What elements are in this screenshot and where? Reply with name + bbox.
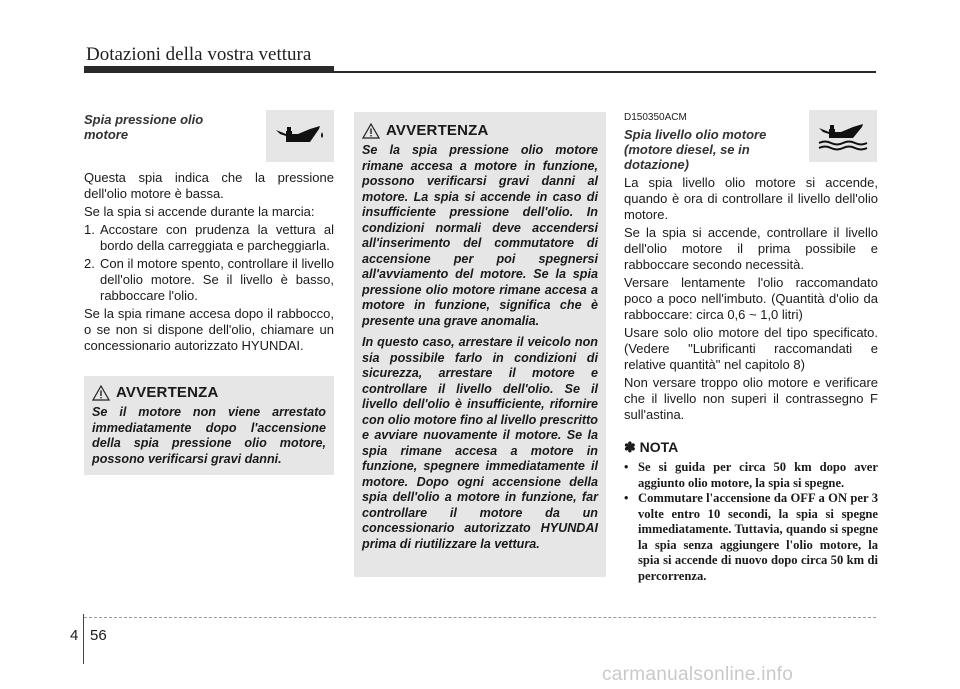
oil-pressure-body — [84, 170, 334, 220]
section-title-oil-pressure — [84, 112, 334, 142]
warning-text: Se il motore non viene arrestato immediatamente dopo l'accensione della spia pressione olio motore, possono verificarsi gravi danni. — [92, 405, 326, 466]
paragraph: Versare lentamente l'olio raccomandato poco a poco nell'imbuto. (Quantità d'olio da rabboccare: circa 0,6 ~ 1,0 litri) — [624, 275, 878, 322]
watermark: carmanualsonline.info — [602, 664, 794, 685]
section-title-line: (motore diesel, se in — [624, 142, 750, 157]
warning-text — [362, 143, 598, 552]
warning-box-oil-pressure — [84, 376, 334, 475]
list-number: 1. — [84, 222, 95, 237]
warning-title: AVVERTENZA — [116, 384, 219, 401]
warning-triangle-icon — [92, 385, 110, 401]
warning-paragraph: Se la spia pressione olio motore rimane accesa a motore in funzione, possono verificarsi gravi danni al motore. La spia si accende in caso di insufficiente pressione dell'olio. In condizioni normali deve accendersi all'inserimento del commutatore di accensione per poi spegnersi all'avviamento del motore. Se la spia pressione olio motore rimane accesa a motore in funzione, significa che è presente una grave anomalia. — [362, 143, 598, 328]
warning-header — [92, 384, 326, 401]
list-item — [84, 256, 334, 304]
lead-paragraph: Se la spia si accende durante la marcia: — [84, 204, 315, 219]
header-rule — [84, 71, 876, 73]
paragraph: Non versare troppo olio motore e verificare che il livello non superi il contrassegno F sull'astina. — [624, 375, 878, 422]
column-2 — [354, 112, 606, 577]
section-code: D150350ACM — [624, 112, 687, 123]
nota-heading: ✽ NOTA — [624, 439, 679, 455]
nota-item — [624, 460, 878, 491]
warning-box-oil-pressure-detail — [354, 112, 606, 577]
paragraph: Se la spia si accende, controllare il livello dell'olio motore il prima possibile e rabboccare secondo necessità. — [624, 225, 878, 272]
warning-header — [362, 122, 598, 139]
page-header-title: Dotazioni della vostra vettura — [86, 44, 312, 65]
section-title-line: dotazione) — [624, 157, 689, 172]
chapter-number: 4 — [70, 627, 79, 644]
section-title-line: motore — [84, 127, 129, 142]
column-1 — [84, 112, 334, 475]
page-number: 56 — [90, 627, 107, 644]
section-title-line: Spia livello olio motore — [624, 127, 767, 142]
footer-separator — [83, 614, 84, 664]
list-text: Accostare con prudenza la vettura al bordo della carreggiata e parcheggiarla. — [100, 222, 334, 253]
footer-rule — [84, 617, 876, 618]
warning-paragraph: In questo caso, arrestare il veicolo non sia possibile farlo in condizioni di sicurezza, arrestare il motore e controllare il livello dell'olio. Se il livello dell'olio è insufficiente, rifornire con olio motore fino al livello prescritto e avviare nuovamente il motore. Se la spia rimane accesa a motore in funzione, spegnere immediatamente il motore. Dopo ogni accensione della spia dell'olio a motore in funzione, far controllare il motore da un concessionario autorizzato HYUNDAI prima di riutilizzare la vettura. — [362, 335, 598, 551]
after-paragraph — [84, 306, 334, 354]
section-title-oil-level — [624, 127, 878, 172]
list-number: 2. — [84, 256, 95, 271]
section-title-line: Spia pressione olio — [84, 112, 204, 127]
column-3 — [624, 112, 878, 584]
paragraph: Usare solo olio motore del tipo specificato. (Vedere "Lubrificanti raccomandati e relative quantità" nel capitolo 8) — [624, 325, 878, 372]
nota-text: Se si guida per circa 50 km dopo aver aggiunto olio motore, la spia si spegne. — [638, 460, 878, 490]
bullet: • — [624, 491, 629, 505]
warning-triangle-icon — [362, 123, 380, 139]
warning-title: AVVERTENZA — [386, 122, 489, 139]
oil-level-body — [624, 175, 878, 423]
paragraph: La spia livello olio motore si accende, quando è ora di controllare il livello dell'olio motore. — [624, 175, 878, 222]
bullet: • — [624, 460, 629, 474]
list-item — [84, 222, 334, 254]
nota-item — [624, 491, 878, 584]
list-text: Con il motore spento, controllare il livello dell'olio motore. Se il livello è basso, rabboccare l'olio. — [100, 256, 334, 303]
nota-text: Commutare l'accensione da OFF a ON per 3 volte entro 10 secondi, la spia si spegne immediatamente. Tuttavia, quando si spegne la spia senza aggiungere l'olio motore, la spia si accende di nuovo dopo circa 50 km di percorrenza. — [638, 491, 878, 583]
intro-paragraph: Questa spia indica che la pressione dell'olio motore è bassa. — [84, 170, 334, 201]
after-text: Se la spia rimane accesa dopo il rabbocco, o se non si dispone dell'olio, chiamare un concessionario autorizzato HYUNDAI. — [84, 306, 334, 353]
